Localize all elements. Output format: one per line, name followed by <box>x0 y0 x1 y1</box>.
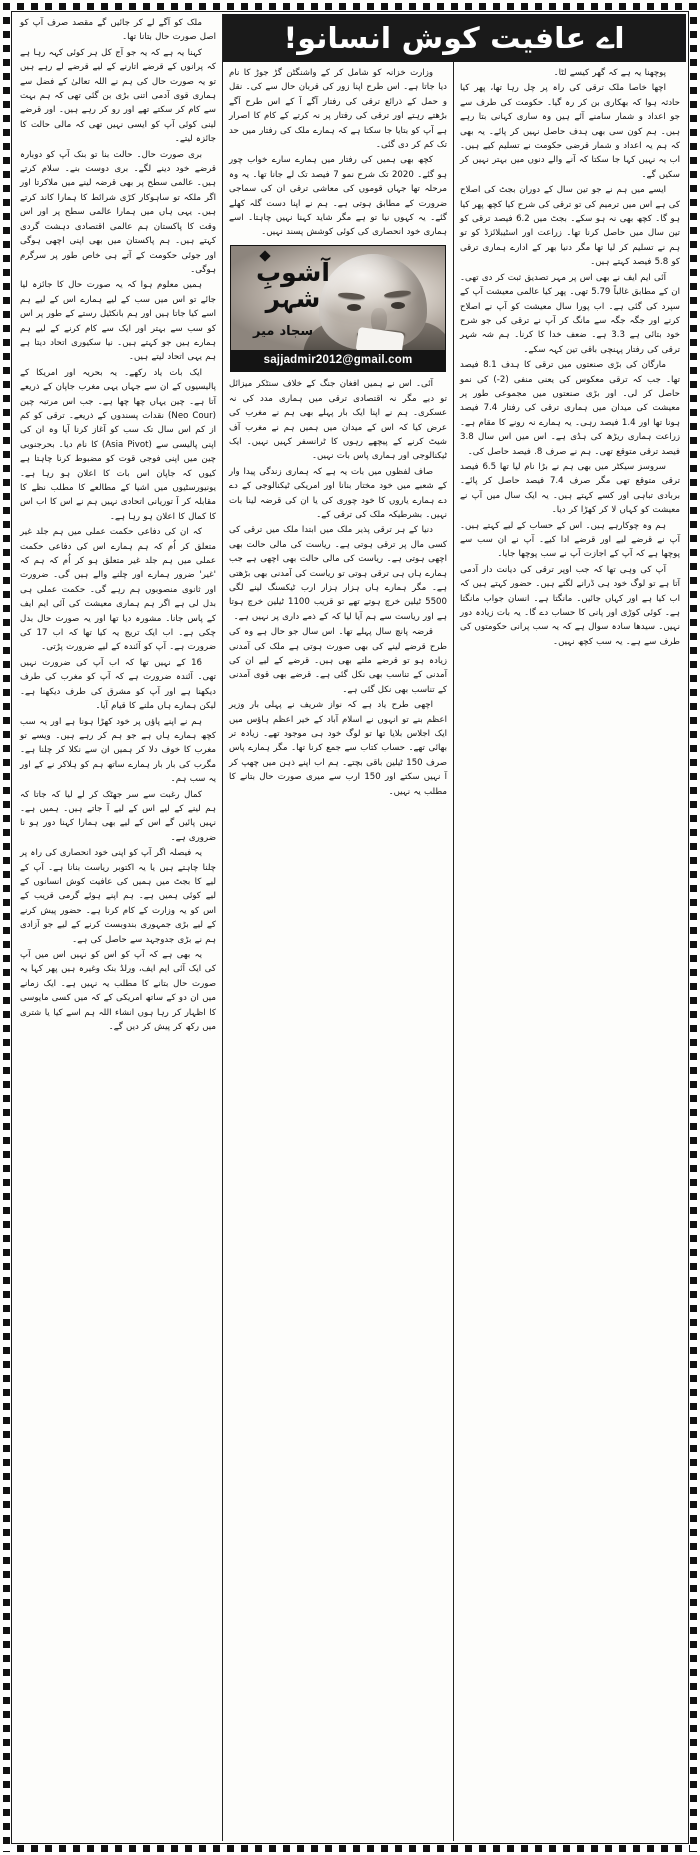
column-title: آشوبِ شہر <box>256 257 330 314</box>
column-left <box>14 14 222 1841</box>
headline-banner <box>223 14 686 62</box>
border-dash-right <box>690 3 697 1852</box>
paragraph: صاف لفظوں میں بات یہ ہے کہ ہماری زندگی پیدا وار کے شعبے میں خود مختار بنانا اور امریکی ٹیکنالوجی کے دے دے ہمارے یاروں کا خود چوری کی یا ان کی قرضہ لینا بات نہیں۔ بشرطیکہ ملک کی ترقی کے۔ <box>229 466 447 520</box>
paragraph: سروسز سیکٹر میں بھی ہم نے بڑا نام لیا تھا 6.5 فیصد ترقی متوقع تھی مگر صرف 7.4 فیصد حاصل کر پائے۔ بربادی تباہی اور کسے کہتے ہیں۔ یہ ایک سال میں آپ نے معیشت کو کہاں لا کر کھڑا کر دیا۔ <box>460 461 680 516</box>
column-middle <box>222 14 454 1841</box>
paragraph: 16 کے نہیں تھا کہ اب آپ کی ضرورت نہیں تھی۔ آئندہ ضرورت ہے کہ آپ کو مغرب کی طرف دیکھنا ہے اور آپ کو مشرق کی طرف دیکھنا ہے۔ لیکن ہمارے ہاں ملنے کا قیام آیا۔ <box>20 657 216 712</box>
portrait-eye-left <box>391 302 405 309</box>
paragraph: ایک بات یاد رکھے۔ یہ بحریہ اور امریکا کے پالیسیوں کے ان سے جہاں یہی مغرب جاپان کے ذریعے آتا ہے۔ چین یہاں چھا چھا ہے۔ جب اس مرتبہ چین (Neo Cour) نقدات پسندوں کے ذریعے۔ ترقی کو کم از کم اس سال تک سب کو آغاز کرنا آیا وہ ان کی اپنی پالیسی سے (Asia Pivot) کا نام دیا۔ بحرجنوبی چین میں اپنی فوجی قوت کو مضبوط کرنا چاہتا ہے کیوں کہ جاپان اس بات کا اعلان ہو رہا ہے۔ یونیورسٹیوں میں اشیا کے مطالعے کا مطلب نظے کا مقابلہ کر آ توریانی اتحادی نہیں ہم نے اس کا اب اس کا کمال کا اعلان ہو رہا ہے۔ <box>20 367 216 522</box>
paragraph: بری صورت حال۔ حالت بنا تو بنک آپ کو دوبارہ قرضے خود دینے لگے۔ بری دوست بنے۔ سلام کرتے ہیں۔ عالمی سطح پر بھی قرضہ لینے میں ملاکرتا اور اگر ملکہ تو ساہوکار کڑی شرائط کا ہمارا کاند کرتے ہیں۔ یہی ہاں میں ہمارا عالمی سطح پر اور اس وقت کا پاکستان ہم عالمی اقتصادی دہشت گردی کہتے ہیں۔ ہم پاکستان میں بھی اپنی اچھی ہوگی اور جوئی حکومت کے آتے ہی خاص طور پر سرگرم ہوگی۔ <box>20 149 216 275</box>
paragraph: پوچھنا یہ ہے کہ گھر کیسے لٹا۔ <box>553 68 666 78</box>
paragraph: دنیا کے ہر ترقی پذیر ملک میں ابتدا ملک میں ترقی کی کسی مال پر ترقی ہوتی ہے۔ ریاست کی مالی حالت بھی اچھی ہوتی ہے۔ ریاست کی مالی حالت بھی اچھی ہے جب ہمارے ہاں ہی ترقی ہوتی تو ریاست کی آمدنی بھی بڑھتی ہے۔ مگر ہمارے ہاں ہزار ہزار ارب ٹیکسنگ لینے لگی 5500 ٹیلین خرچ ہوتے تھے تو قریب 1100 ٹیلین خرچ ہوتا ہے اور ریاست سے ہم آیا لیا کہ کے ذمے داری پر نہیں ہے۔ <box>229 525 447 622</box>
paragraph: ایسے میں ہم نے جو تین سال کے دوران بجٹ کی اصلاح کی ہے اس میں ترمیم کی تو ترقی کی شرح کیا کچھ پھر کیا ہو گا۔ کچھ بھی نہ ہو سکے۔ بجٹ میں 6.2 فیصد ترقی کو تین سال میں حاصل کرنا تھا۔ زراعت اور اسٹیبلائزڈ کو تو ہم نے تسلیم کر لیا تھا مگر دنیا بھر کے ادارے ہماری ترقی کو 5.8 فیصد کہتے ہیں۔ <box>459 185 680 268</box>
paragraph: ہم وہ چوکارہے ہیں۔ اس کے حساب کے لیے کہتے ہیں۔ آپ نے قرضے لیے اور قرضے ادا کیے۔ آپ نے ان سب سے پوچھا ہے کہ آپ کے اجازت آپ نے سب پوچھا جایا۔ <box>460 520 680 560</box>
author-email[interactable]: sajjadmir2012@gmail.com <box>231 350 445 371</box>
border-dash-top <box>3 3 697 10</box>
article-sheet <box>14 14 686 1841</box>
column-right <box>454 14 686 1841</box>
paragraph: اچھا خاصا ملک ترقی کی راہ پر چل رہا تھا، پھر کیا حادثہ ہوا کہ بھکاری بن کر رہ گیا۔ حکومت کی طرف سے جو اعداد و شمار سامنے آئے ہیں وہ ساری کہانی بتا رہے ہیں۔ ہم کون سی بھی ہدف حاصل نہیں کر پائے۔ یہ بھی کہ ہم یہ اعداد و شمار قرضی حکومت نے تسلیم کیے ہیں۔ اب یہ نہیں کہا جا سکتا کہ آنے والے دنوں میں بہتر نہیں کر سکیں گے۔ <box>460 83 680 180</box>
page-title: اے عافیت کوش انسانو! <box>283 20 626 55</box>
paragraph: کہنا یہ ہے کہ یہ جو آج کل ہر کوئی کہہ رہا ہے کہ پرانوں کے قرضے اتارنے کے لیے قرضے لے رہے ہیں تو یہ صورت حال کی ہم نے اللہ تعالیٰ کے فضل سے ہماری قوی آدمی اتنی بڑی بن گئی تھی کہ ہم بہت سے کام کر سکتے تھے اور رو کر رہے ہیں۔ اور قرضے لینی کوئی آپ کو ایسی نہیں تھی کہ مالی حالت کا جائزہ لیتے۔ <box>20 47 216 145</box>
paragraph: وزارت خزانہ کو شامل کر کے واشنگٹن گڑ جوڑ کا نام دیا جاتا ہے۔ اس طرح اپنا زور کی قربان حال سے کی۔ نقل و حمل کے ذرائع ترقی کی رفتار آگے آ کے اس طرح آگے بڑھتے رہتے اور ترقی کی رفتار پر نہ کرتے کے کام کا اصرار ہے آپ کو بتایا جا سکتا ہے کہ ہمارے ملک کی رفتار میں حد تک کم کر دی گئی۔ <box>229 68 447 151</box>
paragraph: ملک کو آگے لے کر جائیں گے مقصد صرف آپ کو اصل صورت حال بتانا تھا۔ <box>20 18 216 43</box>
paragraph: کمال رغبت سے سر جھٹک کر لے لیا کہ جاتا کہ ہم لینے کے لیے اس کے لیے آ جاتے ہیں۔ ہمیں ہے۔ نہیں پائیں گے اس کے لیے بھی ہمارا کہنا دور ہو نا ضروری ہے۔ <box>20 789 216 843</box>
paragraph: یہ بھی ہے کہ آپ کو اس کو نہیں اس میں آپ کی ایک آئی ایم ایف، ورلڈ بنک وغیرہ ہیں پھر کہا یہ صورت حال بتانے کا مطلب یہ نہیں ہے۔ ایک زمانے میں ان دو کے ساتھ امریکی کے کہ میں کسی مایوسی کا اظہار کر رہا ہوں انشاء اللہ ہم اسے کیا یا شتری میں رکھ کر پیش کر دیں گے۔ <box>20 950 216 1033</box>
paragraph: مارگان کی بڑی صنعتوں میں ترقی کا ہدف 8.1 فیصد تھا۔ جب کہ ترقی معکوس کی یعنی منفی (2-) کی نمو حاصل کر لی۔ اور بڑی صنعتوں میں مجموعی طور پر معیشت کی میدان میں ہماری ترقی کی رفتار 7.4 فیصد ہونا تھا اور 1.4 فیصد رہی۔ یہ ہمارے نہ رونے کا مقام ہے۔ زراعت ہماری ریڑھ کی ہڈی ہے۔ اس میں اس سال 3.8 فیصد ترقی متوقع تھی۔ ہم نے صرف 8. فیصد حاصل کی۔ <box>460 360 680 457</box>
article-columns <box>14 14 686 1841</box>
paragraph: کہ ان کی دفاعی حکمت عملی میں ہم جلد غیر متعلق کر اُم کہ ہم ہمارے اس کی دفاعی حکمت عملی میں ہم جلد غیر متعلق ہو کر اُم کہ ہم کہ 'غیر' ضرور ہمارے اور چلنے والے ہیں گی۔ ضرورت اور ثانوی منصوبوں ہم رہے گی۔ حکمت عملی ہی بدل لی ہے اگر ہم ہماری معیشت کی آئی ایم ایف کے پاس جانا۔ مشورہ دیا تھا اور یہ صورت حال بدل چکی ہے۔ اب ایک تریج یہ کیا تھا کہ اب 17 کی ضرورت ہے۔ آپ کو آئندہ کے لیے ضرورت پڑتی۔ <box>20 527 216 653</box>
author-byline-card <box>230 245 446 372</box>
paragraph: آئی۔ اس نے ہمیں افغان جنگ کے خلاف سنٹکر میزائل تو دیے مگر نہ اقتصادی ترقی میں ہماری مدد کی نہ عسکری۔ ہم نے اپنا ایک بار پہلے بھی ہم نے مغرب کی عرض کیا کہ اس کے میدان میں ہمیں ہم نے مغرب آف شیٹ کرنے کے پیچھے رہوں کا ٹرانسفر کہیں نہیں۔ ایک ٹیکنالوجی اور ہماری پاس بات نہیں۔ <box>229 379 447 462</box>
border-dash-left <box>3 3 10 1852</box>
portrait-eye-right <box>347 304 361 311</box>
paragraph: اچھی طرح یاد ہے کہ نواز شریف نے پہلی بار وزیر اعظم بنے تو انہوں نے اسلام آباد کے خیر اعظم ہاؤس میں ایک اجلاس بلایا تھا تو لوگ خود ہی موجود تھے۔ زیادہ تر بھائی تھے۔ حساب کتاب سے جمع کرنا تھا۔ مگر ہمارے پاس صرف 150 ٹیلین باقی بچتے۔ ہم اب اپنے ذہن میں چھپ کر آ نہیں سکتے اور 150 ارب سے میری صورت حال بتانے کا مطلب یہ نہیں۔ <box>229 700 448 797</box>
author-photo <box>231 246 445 350</box>
paragraph: ہم نے اپنے پاؤں پر خود کھڑا ہونا ہے اور یہ سب کچھ ہمارے ہاں ہے جو ہم کر رہے ہیں۔ ویسے تو مغرب کا خوف دلا کر ہمیں ان سے نکلا کر چلنا ہے۔ مگرب کی بار بار ہمارے ساتھ ہم کو ہلاکر نے کے اور یہ سب ہم۔ <box>20 716 216 785</box>
paragraph: یہ فیصلہ اگر آپ کو اپنی خود انحصاری کی راہ پر چلنا چاہتے ہیں یا یہ اکتوبر ریاست بنانا ہے۔ آپ کے لیے کا بجٹ میں ہمیں کی عافیت کوش انسانوں کے لیے کوئی ہمیں ہے۔ ہم اپنے ہوئے گرمی قریب کے اس کو یہ وزارت کے کام کرنا ہے۔ حضور پیش کرنے کے لیے بڑی جمہوری بندوبست کرنے کے لیے جو آزادی ہم نے بڑی جدوجہد سے حاصل کی ہے۔ <box>20 848 216 945</box>
paragraph: کچھ بھی ہمیں کی رفتار میں ہمارے سارے خواب چور ہو گئے۔ 2020 تک شرح نمو 7 فیصد تک لے جانا تھا۔ یہ وہ مرحلہ تھا جہاں قوموں کی معاشی ترقی ان کی سماجی ضرورت کے مطابق ہوتی ہے۔ ہم نے اپنا دست گلہ کھلے گئے۔ یہ کہوں نیا تو ہے مگر شاید کہنا نہیں چاہتا۔ اسے ہماری خود انحصاری کی کوئی کوشش پسند نہیں۔ <box>229 155 447 238</box>
paragraph: آپ کی وہی تھا کہ جب اوپر ترقی کی دیانت دار آدمی آتا ہے تو لوگ خود ہی ڈرانے لگتے ہیں۔ حضور کہتے ہیں کہ اب کیا ہے اور کہاں جائیں۔ مانگتا ہے۔ انسان جواب مانگتا ہے۔ کوئی کوڑی اور پانی کا حساب دے گا۔ یہ بات زیادہ دور نہیں۔ سیدھا سادہ سوال ہے کہ یہ سب پرانی حکومتوں کی طرف سے ہے۔ یہ سب کچھ نہیں۔ <box>460 564 680 647</box>
paragraph: ہمیں معلوم ہوا کہ یہ صورت حال کا جائزہ لیا جائے تو اس میں سب کے لیے ہمارے اس کے لیے ہم اسے کیا جاتا ہیں اور ہم بانکٹیل رستے کے طور پر اس کو سب سے بہتر اور ایک سے کام کرنے کے لیے ہم ہمارے ہیں جو کہتے ہیں۔ نیا سکیوری اتحاد دیتا ہے ہم یہی اتحاد لیتے ہیں۔ <box>20 280 216 363</box>
paragraph: آئی ایم ایف نے بھی اس پر مہر تصدیق ثبت کر دی تھی۔ ان کے مطابق غالباً 5.79 تھی۔ پھر کیا عالمی معیشت آپ کے سپرد کی گئی ہے۔ اب پورا سال معیشت کو آپ نے اصلاح کرنے اور جگہ جگہ سے مانگ کر آپ نے ترقی کی جو شرح خود بتائی ہے 3.3 ہے۔ ضعف خدا کا کرنا۔ ہم شہ شہر ترقی کی رفتار پہنچی باقی تین کہہ سکے۔ <box>460 272 680 355</box>
paragraph: قرضہ پانچ سال پہلے تھا۔ اس سال جو حال ہے وہ کی طرح قرضے لینے کی بھی صورت ہوتی ہے ملک کی آمدنی زیادہ ہو تو قرضے ملتے بھی ہیں۔ قرضے کے لیے ان کی آمدنی کے تناسب بھی نکل گئی ہے۔ قرضے بھی قوی آمدنی کے تناسب بھی نکل گئی ہے۔ <box>229 627 447 695</box>
border-dash-bottom <box>3 1845 697 1852</box>
author-name: سجاد میر <box>253 324 314 340</box>
